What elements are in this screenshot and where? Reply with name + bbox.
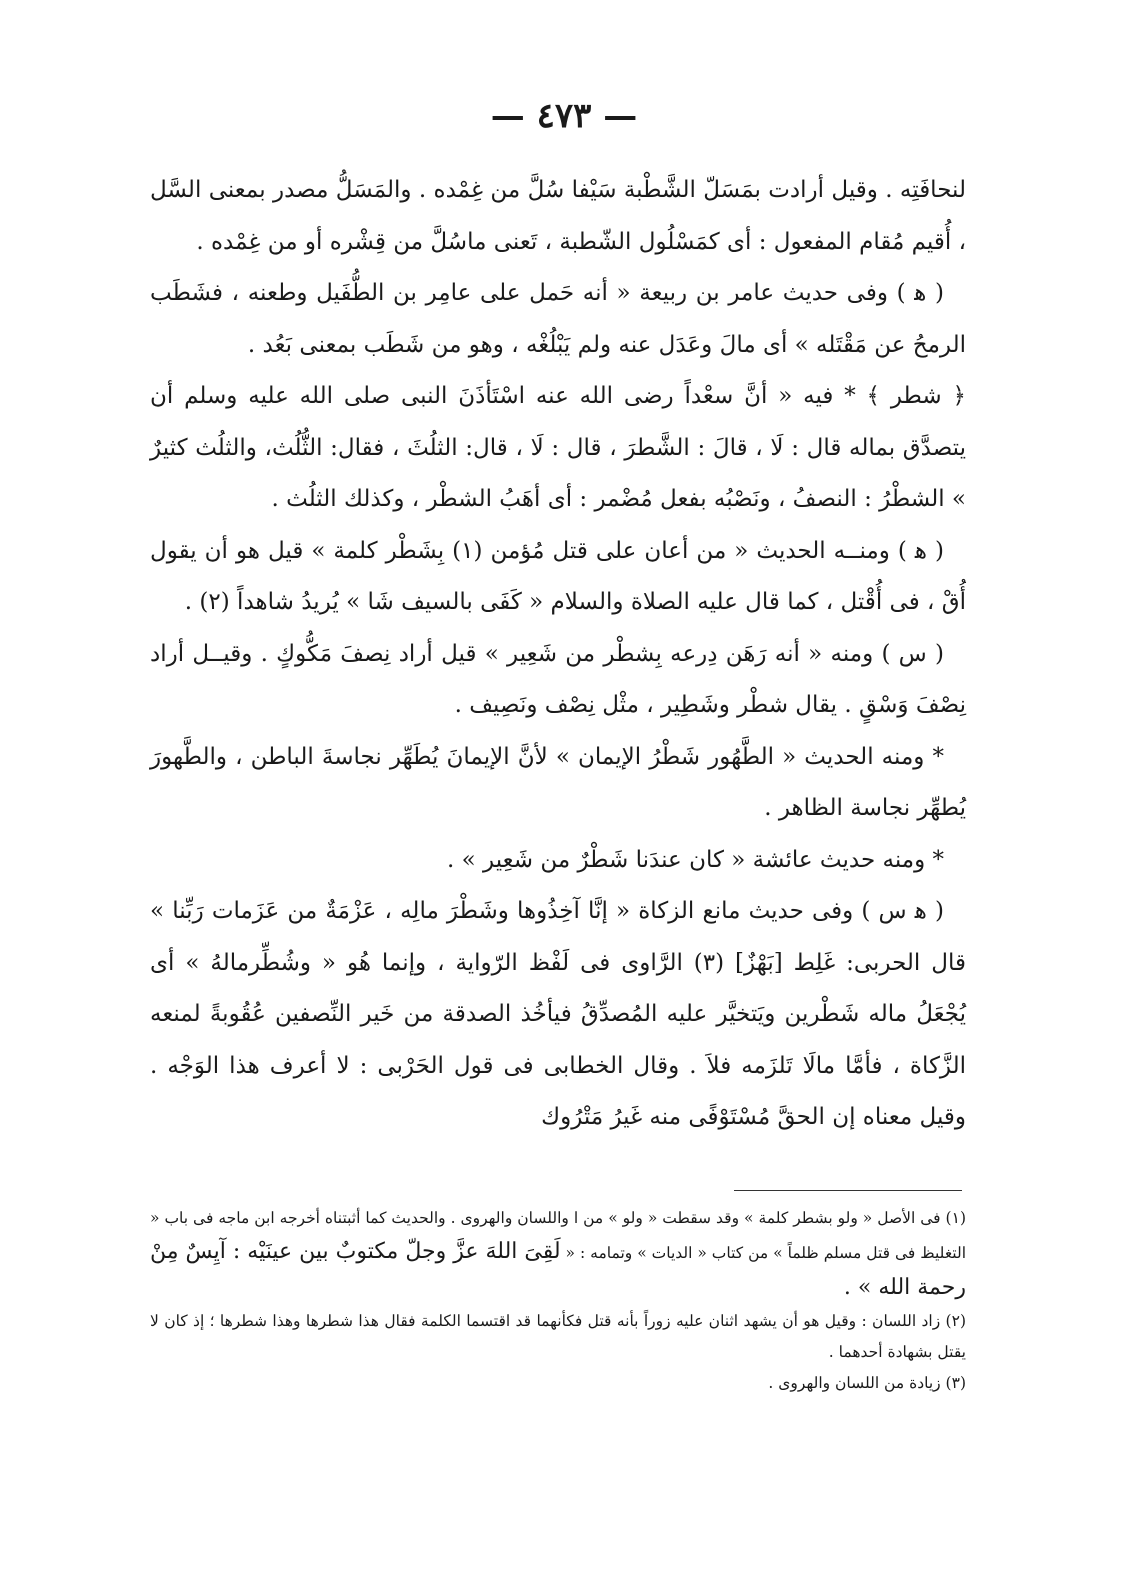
paragraph-8: ( ﻫ س ) وفى حديث مانع الزكاة « إنَّا آخِذُوها وشَطْرَ مالِه ، عَزْمَةٌ من عَزَمات رَبِّنا » قال الحربى: غَلِط [بَهْزٌ] (٣) الرَّاوى فى لَفْظ الرّواية ، وإنما هُو « وشُطِّرمالهُ » أى يُجْعَلُ ماله شَطْرين ويَتخيَّر عليه المُصدِّقُ فيأخُذ الصدقة من خَير النِّصفين عُقُوبةً لمنعه الزَّكاة ، فأمَّا مالَا تَلزَمه فلاَ . وقال الخطابى فى قول الحَرْبى : لا أعرف هذا الوَجْه . وقيل معناه إن الحقَّ مُسْتَوْفًى منه غَيرُ مَتْرُوك — [150, 898, 966, 1130]
paragraph-5: ( س ) ومنه « أنه رَهَن دِرعه بِشطْر من شَعِير » قيل أراد نِصفَ مَكُّوكٍ . وقيــل أراد نِصْفَ وَسْقٍ . يقال شطْر وشَطِير ، مثْل نِصْف ونَصِيف . — [150, 640, 966, 718]
footnote-2: (٢) زاد اللسان : وقيل هو أن يشهد اثنان عليه زوراً بأنه قتل فكأنهما قد اقتسما الكلمة فقال هذا شطرها وهذا شطرها ؛ إذ كان لا يقتل بشهادة أحدهما . — [150, 1312, 966, 1361]
footnote-1 — [150, 1203, 966, 1306]
footnote-1-quote: لَقِىَ اللهَ عزَّ وجلّ مكتوبٌ بين عينَيْه : آيِسٌ مِنْ رحمة الله » . — [150, 1239, 966, 1300]
paragraph-6: * ومنه الحديث « الطَّهُور شَطْرُ الإيمان » لأنَّ الإيمانَ يُطَهِّر نجاسةَ الباطن ، والطَّهورَ يُطهِّر نجاسة الظاهر . — [150, 743, 966, 821]
paragraph-7: * ومنه حديث عائشة « كان عندَنا شَطْرٌ من شَعِير » . — [447, 846, 944, 873]
footnote-1-text: (١) فى الأصل « ولو بشطر كلمة » وقد سقطت « ولو » من ا واللسان والهروى . والحديث كما أثبتناه أخرجه ابن ماجه فى باب « التغليظ فى قتل مسلم ظلماً » من كتاب « الديات » وتمامه : « — [150, 1209, 967, 1262]
page-number: — ٤٧٣ — — [490, 96, 638, 136]
footnote-3: (٣) زيادة من اللسان والهروى . — [768, 1374, 966, 1392]
footnote-divider — [734, 1190, 962, 1191]
main-text — [150, 165, 966, 1144]
paragraph-1: لنحافَتِه . وقيل أرادت بمَسَلّ الشَّطْبة سَيْفا سُلَّ من غِمْده . والمَسَلُّ مصدر بمعنى السَّل ، أُقيم مُقام المفعول : أى كمَسْلُول الشّطبة ، تَعنى ماسُلَّ من قِشْره أو من غِمْده . — [150, 177, 966, 255]
paragraph-4: ( ﻫ ) ومنــه الحديث « من أعان على قتل مُؤمن (١) بِشَطْر كلمة » قيل هو أن يقول أُقْ ، فى أُقْتل ، كما قال عليه الصلاة والسلام « كَفَى بالسيف شَا » يُريدُ شاهداً (٢) . — [150, 537, 966, 615]
paragraph-2: ( ﻫ ) وفى حديث عامر بن ربيعة « أنه حَمل على عامِر بن الطُّفَيل وطعنه ، فشَطَب الرمحُ عن مَقْتَله » أى مالَ وعَدَل عنه ولم يَبْلُغْه ، وهو من شَطَب بمعنى بَعُد . — [150, 280, 966, 358]
footnotes — [150, 1203, 966, 1399]
paragraph-3: ﴿ شطر ﴾ * فيه « أنَّ سعْداً رضى الله عنه اسْتَأذَنَ النبى صلى الله عليه وسلم أن يتصدَّق بماله قال : لَا ، قالَ : الشَّطرَ ، قال : لَا ، قال: الثلُثَ ، فقال: الثُّلُث، والثلُث كثيرٌ » الشطْرُ : النصفُ ، ونَصْبُه بفعل مُضْمر : أى أهَبُ الشطْر ، وكذلك الثلُث . — [150, 383, 966, 512]
